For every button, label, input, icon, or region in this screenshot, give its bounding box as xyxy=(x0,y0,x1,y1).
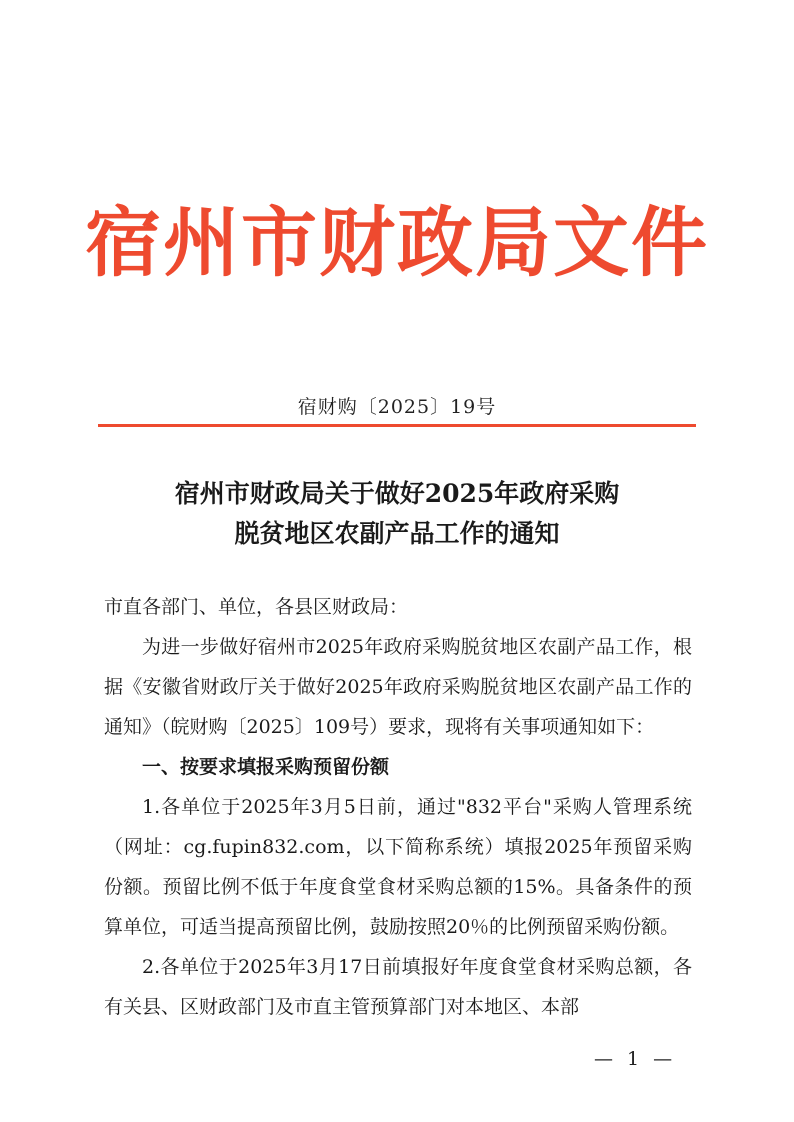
document-number: 宿财购〔2025〕19号 xyxy=(297,396,497,418)
notice-body xyxy=(104,587,692,1027)
item-paragraph-2: 2.各单位于2025年3月17日前填报好年度食堂食材采购总额，各有关县、区财政部门及市直主管预算部门对本地区、本部 xyxy=(104,956,692,1018)
notice-title-line-1: 宿州市财政局关于做好2025年政府采购 xyxy=(174,479,620,508)
red-separator-line xyxy=(98,424,696,427)
item-paragraph-1: 1.各单位于2025年3月5日前，通过"832平台"采购人管理系统（网址：cg.fupin832.com，以下简称系统）填报2025年预留采购份额。预留比例不低于年度食堂食材采购总额的15%。具备条件的预算单位，可适当提高预留比例，鼓励按照20％的比例预留采购份额。 xyxy=(104,796,692,938)
masthead-title: 宿州市财政局文件 xyxy=(85,198,709,287)
notice-title xyxy=(0,474,794,554)
intro-paragraph: 为进一步做好宿州市2025年政府采购脱贫地区农副产品工作，根据《安徽省财政厅关于做好2025年政府采购脱贫地区农副产品工作的通知》（皖财购〔2025〕109号）要求，现将有关事项通知如下： xyxy=(104,636,692,738)
salutation: 市直各部门、单位，各县区财政局： xyxy=(104,596,409,618)
section-heading-1: 一、按要求填报采购预留份额 xyxy=(142,756,390,778)
page-number: — 1 — xyxy=(594,1048,677,1070)
notice-title-line-2: 脱贫地区农副产品工作的通知 xyxy=(234,519,560,548)
